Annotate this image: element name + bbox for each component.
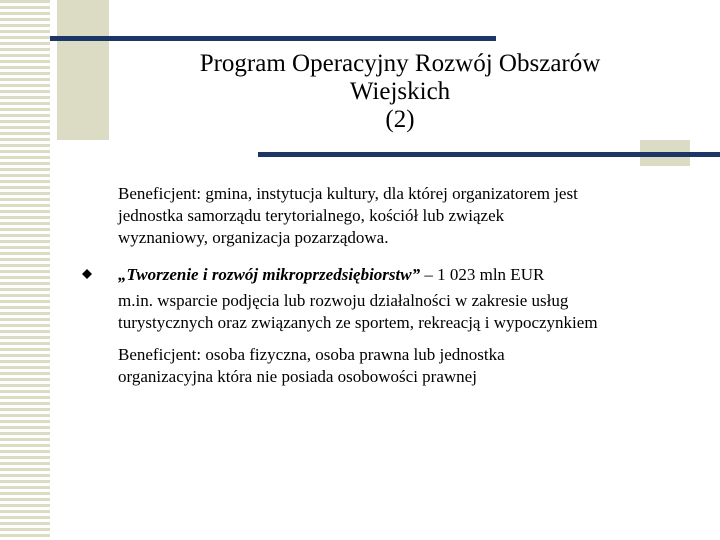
title-rule-top — [50, 36, 496, 41]
title-line: Program Operacyjny Rozwój Obszarów — [199, 50, 601, 77]
text-line: organizacyjna która nie posiada osobowości prawnej — [118, 367, 477, 386]
text-line: wyznaniowy, organizacja pozarządowa. — [118, 228, 389, 247]
beneficiary-paragraph-2 — [118, 344, 698, 388]
title-rule-bottom — [258, 152, 720, 157]
program-name-emphasis: „Tworzenie i rozwój mikroprzedsiębiorstw” — [118, 265, 421, 284]
decorative-stripes — [0, 0, 50, 540]
text-line: m.in. wsparcie podjęcia lub rozwoju działalności w zakresie usług — [118, 291, 569, 310]
decorative-block-left — [57, 0, 109, 140]
text-line: Beneficjent: gmina, instytucja kultury, dla której organizatorem jest — [118, 184, 578, 203]
text-line: jednostka samorządu terytorialnego, kościół lub związek — [118, 206, 505, 225]
slide-title — [130, 50, 670, 134]
stripes-divider — [50, 0, 53, 540]
diamond-bullet-icon — [80, 267, 94, 281]
title-line: (2) — [385, 106, 415, 133]
text-line: turystycznych oraz związanych ze sportem, rekreacją i wypoczynkiem — [118, 313, 598, 332]
title-line: Wiejskich — [349, 78, 451, 105]
bullet-item — [118, 264, 698, 286]
text-line: Beneficjent: osoba fizyczna, osoba prawna lub jednostka — [118, 345, 505, 364]
beneficiary-paragraph-1 — [118, 183, 698, 249]
support-description — [118, 290, 698, 334]
funding-amount: – 1 023 mln EUR — [420, 265, 545, 284]
